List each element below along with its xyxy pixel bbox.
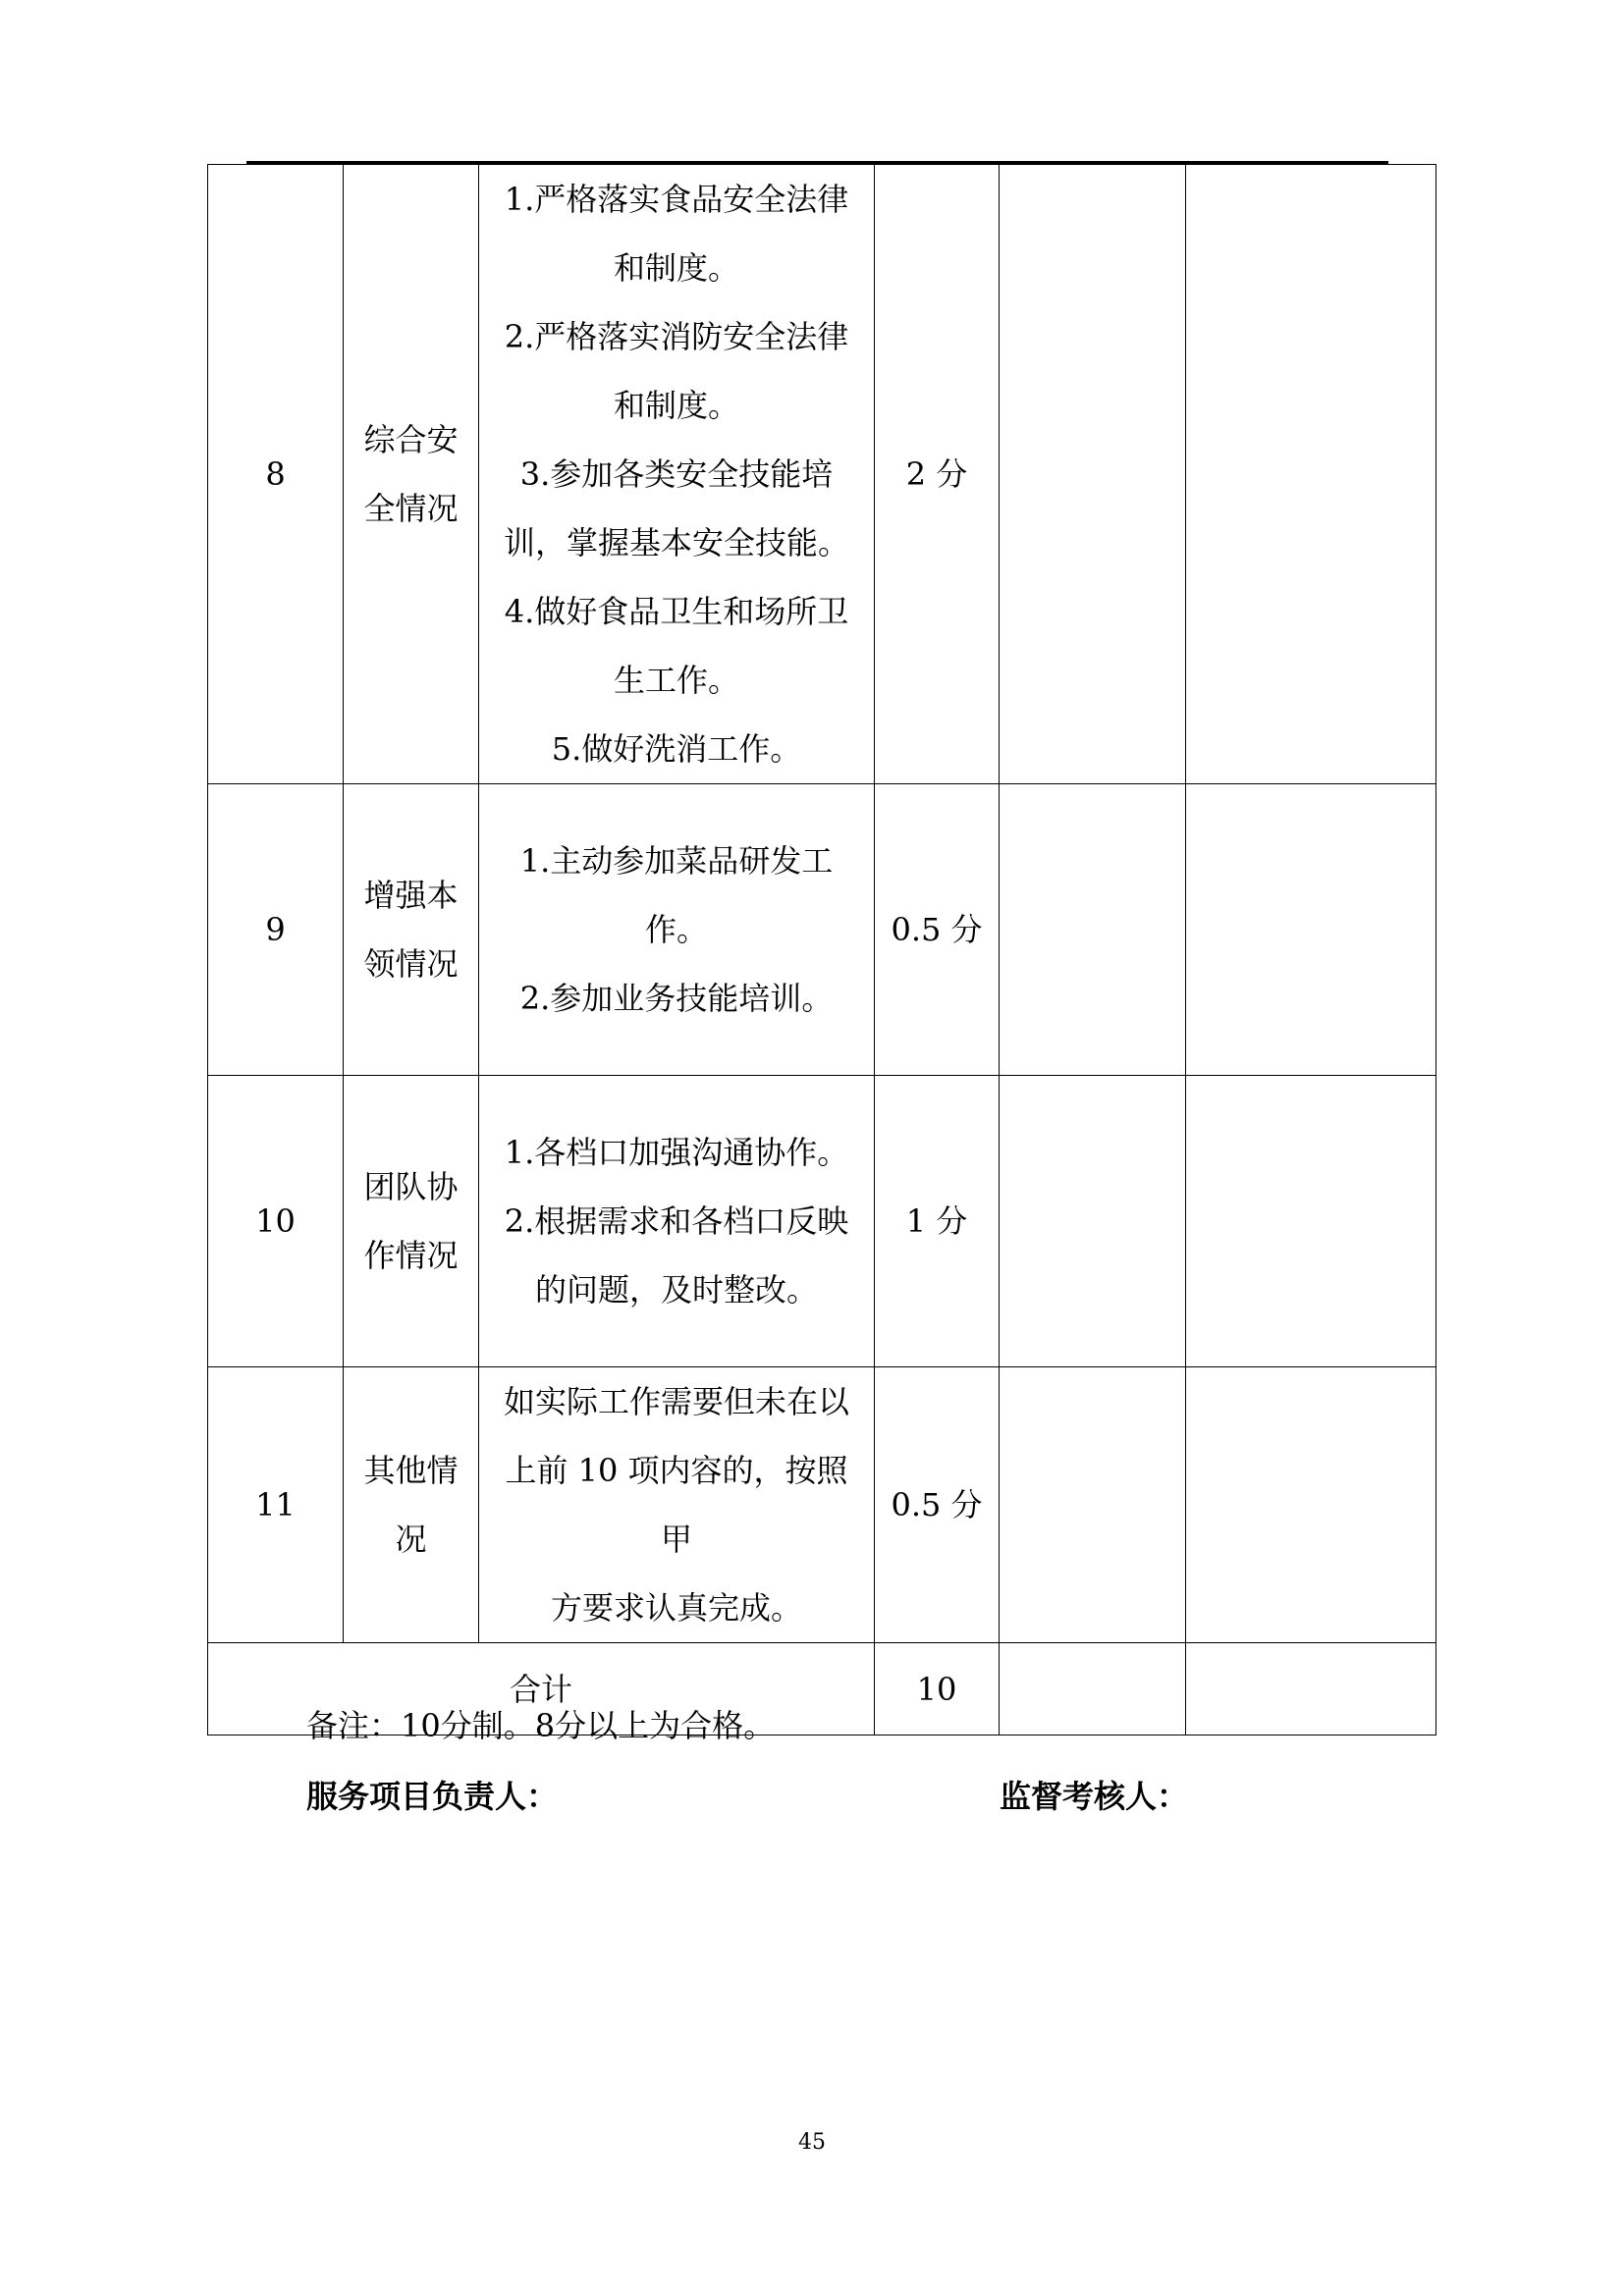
score-cell: 1 分: [875, 1076, 1000, 1367]
requirements-cell: [479, 784, 875, 1076]
row-number: 10: [208, 1076, 344, 1367]
supervisor-signature-label: 监督考核人：: [1000, 1778, 1189, 1815]
blank-cell: [1000, 1367, 1186, 1643]
total-label: 合计: [208, 1643, 875, 1735]
requirement-line: 训，掌握基本安全技能。: [503, 524, 849, 561]
requirement-line: 方要求认真完成。: [550, 1589, 802, 1627]
row-number: 9: [208, 784, 344, 1076]
blank-cell: [1000, 784, 1186, 1076]
requirement-line: 3.参加各类安全技能培: [519, 455, 834, 493]
blank-cell: [1000, 1076, 1186, 1367]
table-row: [208, 1076, 1436, 1367]
requirement-line: 2.严格落实消防安全法律: [504, 318, 849, 355]
requirement-line: 上前 10 项内容的，按照甲: [505, 1452, 848, 1558]
item-name: [344, 165, 479, 784]
requirement-line: 生工作。: [613, 662, 739, 699]
item-name-text: 团队协作情况: [363, 1168, 459, 1274]
requirements-cell: [479, 1076, 875, 1367]
requirement-line: 作。: [644, 911, 708, 948]
item-name-text: 其他情况: [363, 1452, 459, 1558]
item-name: [344, 1076, 479, 1367]
row-number: 8: [208, 165, 344, 784]
score-cell: 0.5 分: [875, 1367, 1000, 1643]
blank-cell: [1186, 784, 1436, 1076]
row-number: 11: [208, 1367, 344, 1643]
item-name: [344, 1367, 479, 1643]
requirement-line: 2.参加业务技能培训。: [519, 980, 834, 1017]
table-row: [208, 784, 1436, 1076]
blank-cell: [1000, 165, 1186, 784]
blank-cell: [1186, 1076, 1436, 1367]
item-name-text: 增强本领情况: [363, 877, 459, 983]
blank-cell: [1000, 1643, 1186, 1735]
requirement-line: 和制度。: [613, 387, 739, 424]
requirement-line: 如实际工作需要但未在以: [503, 1383, 849, 1420]
total-score: 10: [875, 1643, 1000, 1735]
requirement-line: 的问题，及时整改。: [534, 1271, 818, 1308]
requirement-line: 2.根据需求和各档口反映: [504, 1202, 849, 1240]
score-cell: 0.5 分: [875, 784, 1000, 1076]
table-row: [208, 165, 1436, 784]
item-name: [344, 784, 479, 1076]
item-name-text: 综合安全情况: [363, 421, 459, 527]
requirement-line: 1.严格落实食品安全法律: [504, 181, 849, 218]
requirement-line: 1.主动参加菜品研发工: [519, 842, 834, 880]
requirements-cell: [479, 165, 875, 784]
requirement-line: 4.做好食品卫生和场所卫: [504, 593, 849, 630]
blank-cell: [1186, 1643, 1436, 1735]
requirement-line: 5.做好洗消工作。: [551, 730, 802, 768]
page-number: 45: [798, 2130, 826, 2155]
table-row: [208, 1367, 1436, 1643]
requirement-line: 1.各档口加强沟通协作。: [504, 1134, 849, 1171]
blank-cell: [1186, 1367, 1436, 1643]
score-cell: 2 分: [875, 165, 1000, 784]
blank-cell: [1186, 165, 1436, 784]
remark-note: 备注：10分制。8分以上为合格。: [306, 1707, 776, 1744]
evaluation-table: [207, 164, 1436, 1735]
requirement-line: 和制度。: [613, 249, 739, 287]
project-leader-signature-label: 服务项目负责人：: [306, 1778, 559, 1815]
requirements-cell: [479, 1367, 875, 1643]
